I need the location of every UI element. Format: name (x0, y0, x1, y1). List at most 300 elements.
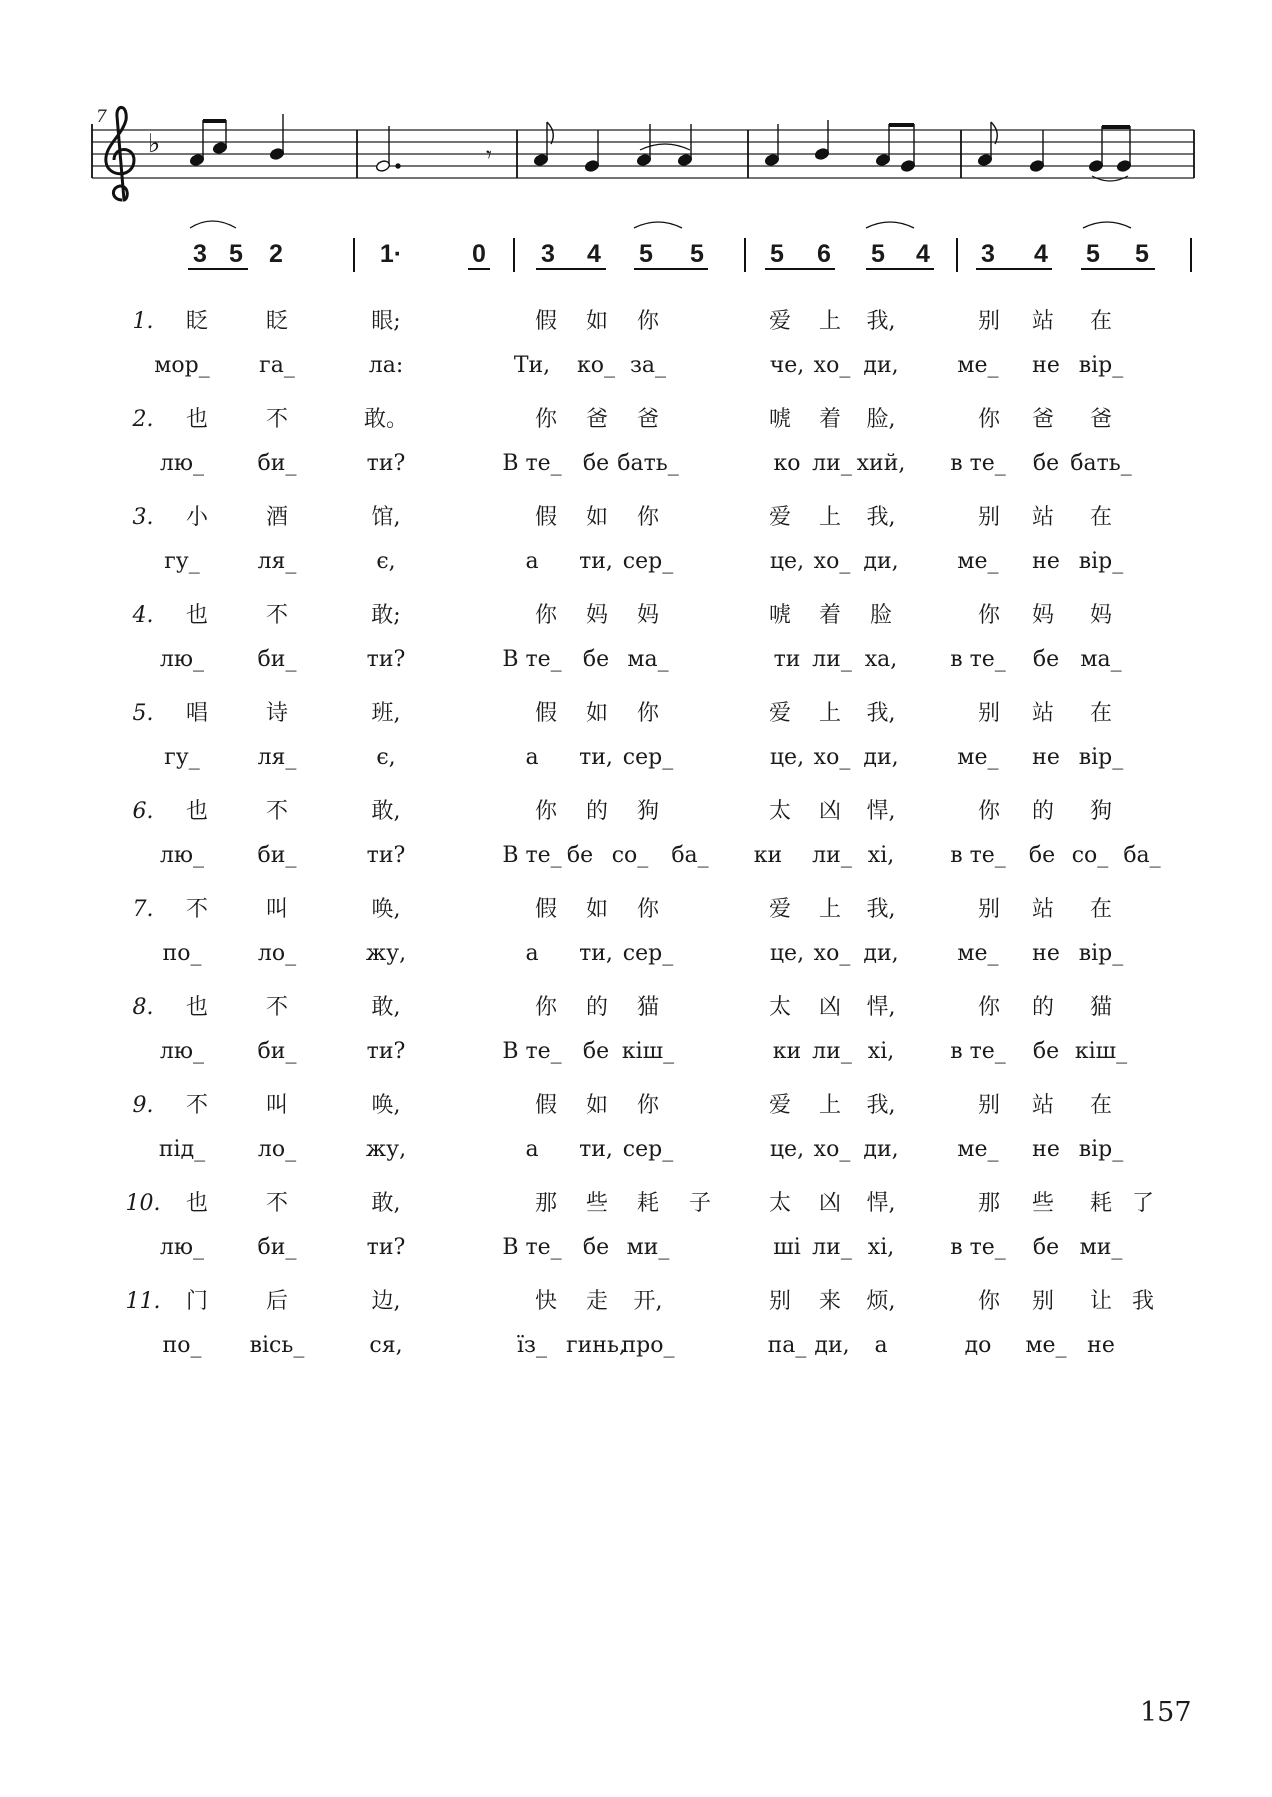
ukrainian-syllable: лю_ (159, 451, 205, 476)
ukrainian-syllable: ля_ (257, 549, 297, 574)
chinese-syllable: 也 (185, 603, 209, 628)
chinese-syllable: 你 (534, 995, 558, 1020)
chinese-syllable: 假 (534, 701, 558, 726)
chinese-syllable: 在 (1089, 897, 1113, 922)
chinese-syllable: 我 (1131, 1289, 1155, 1314)
jianpu-note: 3 (981, 240, 995, 268)
ukrainian-syllable: ли_ (812, 1235, 852, 1260)
chinese-syllable: 唤, (371, 1093, 401, 1118)
chinese-syllable: 不 (265, 603, 289, 628)
ukrainian-syllable: а (525, 549, 539, 574)
chinese-syllable: 别 (977, 897, 1001, 922)
beam-underline (1081, 268, 1155, 270)
jianpu-note: 3 (193, 240, 207, 268)
chinese-syllable: 馆, (371, 505, 401, 530)
ukrainian-syllable: гу_ (164, 549, 200, 574)
ukrainian-syllable: хо_ (813, 549, 851, 574)
ukrainian-syllable: че, (769, 353, 805, 378)
chinese-syllable: 我, (866, 505, 896, 530)
chinese-syllable: 上 (818, 897, 842, 922)
chinese-syllable: 如 (585, 897, 609, 922)
chinese-syllable: 开, (633, 1289, 663, 1314)
chinese-syllable: 不 (265, 799, 289, 824)
chinese-syllable: 如 (585, 505, 609, 530)
ukrainian-syllable: це, (769, 941, 805, 966)
ukrainian-syllable: не (1032, 941, 1060, 966)
ukrainian-syllable: бать_ (617, 451, 679, 476)
chinese-syllable: 不 (265, 995, 289, 1020)
jianpu-note: 0 (472, 240, 486, 268)
barline (353, 238, 355, 272)
ukrainian-syllable: ли_ (812, 843, 852, 868)
chinese-syllable: 如 (585, 309, 609, 334)
chinese-syllable: 爱 (768, 701, 792, 726)
ukrainian-syllable: а (525, 1137, 539, 1162)
chinese-syllable: 你 (636, 505, 660, 530)
ukrainian-syllable: сер_ (622, 1137, 674, 1162)
ukrainian-syllable: В те_ (502, 647, 562, 672)
chinese-syllable: 那 (977, 1191, 1001, 1216)
ukrainian-syllable: вір_ (1078, 941, 1124, 966)
ukrainian-syllable: не (1032, 353, 1060, 378)
ukrainian-syllable: не (1032, 745, 1060, 770)
ukrainian-syllable: гинь, (566, 1333, 626, 1358)
ukrainian-syllable: ти, (579, 549, 613, 574)
beam-underline (536, 268, 606, 270)
ukrainian-syllable: би_ (257, 843, 297, 868)
chinese-syllable: 在 (1089, 701, 1113, 726)
beam-underline (866, 268, 934, 270)
chinese-syllable: 别 (1031, 1289, 1055, 1314)
ukrainian-syllable: ба_ (1123, 843, 1161, 868)
ukrainian-syllable: ти? (366, 451, 406, 476)
ukrainian-syllable: би_ (257, 647, 297, 672)
ukrainian-syllable: за_ (629, 353, 667, 378)
ukrainian-syllable: бе (1032, 1235, 1060, 1260)
chinese-syllable: 站 (1031, 701, 1055, 726)
ukrainian-syllable: ми_ (626, 1235, 670, 1260)
chinese-syllable: 后 (265, 1289, 289, 1314)
chinese-syllable: 狗 (636, 799, 660, 824)
ukrainian-syllable: в те_ (950, 451, 1006, 476)
verse-number: 8. (132, 995, 154, 1020)
chinese-syllable: 子 (688, 1191, 712, 1216)
ukrainian-syllable: хі, (867, 1235, 895, 1260)
verse-number: 3. (132, 505, 154, 530)
chinese-syllable: 凶 (818, 1191, 842, 1216)
chinese-syllable: 敢; (371, 603, 401, 628)
chinese-syllable: 你 (636, 897, 660, 922)
chinese-syllable: 妈 (585, 603, 609, 628)
ukrainian-syllable: ти, (579, 941, 613, 966)
flat-key-signature-icon: ♭ (148, 129, 161, 159)
chinese-syllable: 爸 (585, 407, 609, 432)
chinese-syllable: 眨 (265, 309, 289, 334)
chinese-syllable: 凶 (818, 799, 842, 824)
chinese-syllable: 别 (977, 309, 1001, 334)
chinese-syllable: 敢, (371, 1191, 401, 1216)
ukrainian-syllable: па_ (767, 1333, 807, 1358)
chinese-syllable: 假 (534, 1093, 558, 1118)
ukrainian-syllable: ха, (864, 647, 898, 672)
beam-underline (634, 268, 708, 270)
chinese-syllable: 狗 (1089, 799, 1113, 824)
ukrainian-syllable: сер_ (622, 941, 674, 966)
ukrainian-syllable: ми_ (1079, 1235, 1123, 1260)
ukrainian-syllable: ко (773, 451, 801, 476)
ukrainian-syllable: мор_ (154, 353, 210, 378)
ukrainian-syllable: ти? (366, 647, 406, 672)
ukrainian-syllable: не (1087, 1333, 1115, 1358)
chinese-syllable: 些 (1031, 1191, 1055, 1216)
ukrainian-syllable: лю_ (159, 1039, 205, 1064)
chinese-syllable: 站 (1031, 309, 1055, 334)
verse-number: 9. (132, 1093, 154, 1118)
jianpu-note: 6 (817, 240, 831, 268)
verse-number: 10. (125, 1191, 161, 1216)
beam-underline (468, 268, 490, 270)
chinese-syllable: 的 (1031, 799, 1055, 824)
ukrainian-syllable: ся, (369, 1333, 403, 1358)
ukrainian-syllable: не (1032, 1137, 1060, 1162)
svg-text:𝄾: 𝄾 (486, 143, 492, 168)
ukrainian-syllable: в те_ (950, 1235, 1006, 1260)
chinese-syllable: 在 (1089, 1093, 1113, 1118)
chinese-syllable: 我, (866, 1093, 896, 1118)
ukrainian-syllable: це, (769, 1137, 805, 1162)
ukrainian-syllable: ко_ (577, 353, 615, 378)
chinese-syllable: 凶 (818, 995, 842, 1020)
ukrainian-syllable: ме_ (957, 1137, 999, 1162)
chinese-syllable: 不 (265, 1191, 289, 1216)
chinese-syllable: 站 (1031, 1093, 1055, 1118)
chinese-syllable: 叫 (265, 897, 289, 922)
ukrainian-syllable: ли_ (812, 647, 852, 672)
chinese-syllable: 唤, (371, 897, 401, 922)
chinese-syllable: 假 (534, 309, 558, 334)
ukrainian-syllable: ди, (814, 1333, 850, 1358)
ukrainian-syllable: в те_ (950, 1039, 1006, 1064)
chinese-syllable: 也 (185, 995, 209, 1020)
ukrainian-syllable: бе (582, 1039, 610, 1064)
ukrainian-syllable: хий, (856, 451, 906, 476)
ukrainian-syllable: ти? (366, 843, 406, 868)
jianpu-note: 5 (690, 240, 704, 268)
chinese-syllable: 上 (818, 505, 842, 530)
ukrainian-syllable: ди, (863, 941, 899, 966)
chinese-syllable: 假 (534, 897, 558, 922)
chinese-syllable: 你 (977, 995, 1001, 1020)
ukrainian-syllable: ма_ (627, 647, 669, 672)
ukrainian-syllable: ма_ (1080, 647, 1122, 672)
ukrainian-syllable: а (874, 1333, 888, 1358)
ukrainian-syllable: В те_ (502, 1039, 562, 1064)
ukrainian-syllable: їз_ (516, 1333, 548, 1358)
chinese-syllable: 你 (534, 603, 558, 628)
chinese-syllable: 别 (977, 701, 1001, 726)
ukrainian-syllable: ди, (863, 549, 899, 574)
ukrainian-syllable: ба_ (671, 843, 709, 868)
ukrainian-syllable: по_ (162, 941, 202, 966)
chinese-syllable: 的 (585, 799, 609, 824)
chinese-syllable: 不 (185, 1093, 209, 1118)
ukrainian-syllable: со_ (1071, 843, 1109, 868)
jianpu-note: 4 (587, 240, 601, 268)
ukrainian-syllable: ди, (863, 353, 899, 378)
ukrainian-syllable: В те_ (502, 451, 562, 476)
ukrainian-syllable: бе (1028, 843, 1056, 868)
chinese-syllable: 站 (1031, 897, 1055, 922)
ukrainian-syllable: сер_ (622, 745, 674, 770)
ukrainian-syllable: бе (1032, 451, 1060, 476)
chinese-syllable: 爸 (1031, 407, 1055, 432)
chinese-syllable: 脸 (869, 603, 893, 628)
chinese-syllable: 小 (185, 505, 209, 530)
ukrainian-syllable: вір_ (1078, 1137, 1124, 1162)
verse-number: 2. (132, 407, 154, 432)
chinese-syllable: 唬 (768, 603, 792, 628)
chinese-syllable: 烦, (866, 1289, 896, 1314)
ukrainian-syllable: є, (376, 745, 396, 770)
ukrainian-syllable: ме_ (957, 745, 999, 770)
ukrainian-syllable: лю_ (159, 1235, 205, 1260)
chinese-syllable: 猫 (636, 995, 660, 1020)
chinese-syllable: 唱 (185, 701, 209, 726)
ukrainian-syllable: по_ (162, 1333, 202, 1358)
chinese-syllable: 了 (1131, 1191, 1155, 1216)
jianpu-note: 5 (639, 240, 653, 268)
chinese-syllable: 妈 (636, 603, 660, 628)
chinese-syllable: 敢。 (363, 407, 409, 432)
ukrainian-syllable: хо_ (813, 745, 851, 770)
ukrainian-syllable: со_ (611, 843, 649, 868)
ukrainian-syllable: ла: (368, 353, 404, 378)
chinese-syllable: 边, (371, 1289, 401, 1314)
chinese-syllable: 在 (1089, 309, 1113, 334)
chinese-syllable: 别 (768, 1289, 792, 1314)
chinese-syllable: 叫 (265, 1093, 289, 1118)
chinese-syllable: 诗 (265, 701, 289, 726)
chinese-syllable: 太 (768, 995, 792, 1020)
ukrainian-syllable: хо_ (813, 353, 851, 378)
ukrainian-syllable: а (525, 941, 539, 966)
jianpu-note: 1· (379, 240, 403, 268)
chinese-syllable: 耗 (1089, 1191, 1113, 1216)
ukrainian-syllable: це, (769, 745, 805, 770)
ukrainian-syllable: лю_ (159, 647, 205, 672)
chinese-syllable: 妈 (1089, 603, 1113, 628)
jianpu-note: 5 (770, 240, 784, 268)
chinese-syllable: 门 (185, 1289, 209, 1314)
ukrainian-syllable: гу_ (164, 745, 200, 770)
jianpu-note: 4 (916, 240, 930, 268)
ukrainian-syllable: сер_ (622, 549, 674, 574)
chinese-syllable: 爸 (636, 407, 660, 432)
ukrainian-syllable: га_ (259, 353, 295, 378)
chinese-syllable: 也 (185, 799, 209, 824)
chinese-syllable: 酒 (265, 505, 289, 530)
chinese-syllable: 你 (977, 603, 1001, 628)
ukrainian-syllable: в те_ (950, 843, 1006, 868)
chinese-syllable: 爱 (768, 505, 792, 530)
chinese-syllable: 的 (1031, 995, 1055, 1020)
ukrainian-syllable: ки (753, 843, 783, 868)
verse-number: 5. (132, 701, 154, 726)
chinese-syllable: 爱 (768, 1093, 792, 1118)
chinese-syllable: 假 (534, 505, 558, 530)
ukrainian-syllable: бе (566, 843, 594, 868)
ukrainian-syllable: ти, (579, 745, 613, 770)
ukrainian-syllable: жу, (365, 941, 407, 966)
ukrainian-syllable: вісь_ (249, 1333, 305, 1358)
chinese-syllable: 上 (818, 701, 842, 726)
ukrainian-syllable: би_ (257, 1235, 297, 1260)
chinese-syllable: 你 (977, 1289, 1001, 1314)
chinese-syllable: 着 (818, 603, 842, 628)
chinese-syllable: 些 (585, 1191, 609, 1216)
jianpu-note: 2 (269, 240, 283, 268)
chinese-syllable: 悍, (866, 1191, 896, 1216)
ukrainian-syllable: В те_ (502, 1235, 562, 1260)
ukrainian-syllable: ли_ (812, 451, 852, 476)
ukrainian-syllable: вір_ (1078, 549, 1124, 574)
verse-number: 4. (132, 603, 154, 628)
ukrainian-syllable: бать_ (1070, 451, 1132, 476)
chinese-syllable: 你 (636, 701, 660, 726)
chinese-syllable: 让 (1089, 1289, 1113, 1314)
chinese-syllable: 悍, (866, 799, 896, 824)
chinese-syllable: 猫 (1089, 995, 1113, 1020)
chinese-syllable: 如 (585, 1093, 609, 1118)
chinese-syllable: 也 (185, 407, 209, 432)
page-number: 157 (1140, 1697, 1192, 1728)
chinese-syllable: 爱 (768, 897, 792, 922)
ukrainian-syllable: хі, (867, 1039, 895, 1064)
chinese-syllable: 来 (818, 1289, 842, 1314)
ukrainian-syllable: ти? (366, 1235, 406, 1260)
ukrainian-syllable: до (964, 1333, 992, 1358)
chinese-syllable: 在 (1089, 505, 1113, 530)
barline (513, 238, 515, 272)
ukrainian-syllable: хі, (867, 843, 895, 868)
jianpu-note: 3 (541, 240, 555, 268)
ukrainian-syllable: хо_ (813, 1137, 851, 1162)
ukrainian-syllable: хо_ (813, 941, 851, 966)
chinese-syllable: 别 (977, 1093, 1001, 1118)
chinese-syllable: 不 (185, 897, 209, 922)
ukrainian-syllable: ло_ (257, 1137, 297, 1162)
jianpu-note: 4 (1034, 240, 1048, 268)
ukrainian-syllable: бе (1032, 647, 1060, 672)
ukrainian-syllable: ло_ (257, 941, 297, 966)
chinese-syllable: 也 (185, 1191, 209, 1216)
barline (744, 238, 746, 272)
chinese-syllable: 敢, (371, 799, 401, 824)
ukrainian-syllable: ди, (863, 745, 899, 770)
ukrainian-syllable: кіш_ (621, 1039, 675, 1064)
chinese-syllable: 太 (768, 1191, 792, 1216)
chinese-syllable: 你 (636, 1093, 660, 1118)
verse-number: 11. (125, 1289, 161, 1314)
ukrainian-syllable: а (525, 745, 539, 770)
ukrainian-syllable: ди, (863, 1137, 899, 1162)
chinese-syllable: 眨 (185, 309, 209, 334)
ukrainian-syllable: є, (376, 549, 396, 574)
ukrainian-syllable: це, (769, 549, 805, 574)
chinese-syllable: 敢, (371, 995, 401, 1020)
verse-number: 6. (132, 799, 154, 824)
ukrainian-syllable: бе (582, 1235, 610, 1260)
jianpu-note: 5 (871, 240, 885, 268)
ukrainian-syllable: в те_ (950, 647, 1006, 672)
chinese-syllable: 你 (977, 407, 1001, 432)
chinese-syllable: 上 (818, 309, 842, 334)
beam-underline (188, 268, 248, 270)
ukrainian-syllable: би_ (257, 451, 297, 476)
ukrainian-syllable: би_ (257, 1039, 297, 1064)
chinese-syllable: 你 (534, 799, 558, 824)
chinese-syllable: 别 (977, 505, 1001, 530)
ukrainian-syllable: вір_ (1078, 353, 1124, 378)
chinese-syllable: 我, (866, 701, 896, 726)
chinese-syllable: 眼; (371, 309, 401, 334)
ukrainian-syllable: ли_ (812, 1039, 852, 1064)
chinese-syllable: 你 (977, 799, 1001, 824)
chinese-syllable: 你 (534, 407, 558, 432)
beam-underline (976, 268, 1052, 270)
chinese-syllable: 我, (866, 309, 896, 334)
ukrainian-syllable: не (1032, 549, 1060, 574)
chinese-syllable: 班, (371, 701, 401, 726)
chinese-syllable: 如 (585, 701, 609, 726)
ukrainian-syllable: ля_ (257, 745, 297, 770)
ukrainian-syllable: ти (773, 647, 801, 672)
ukrainian-syllable: жу, (365, 1137, 407, 1162)
chinese-syllable: 爱 (768, 309, 792, 334)
ukrainian-syllable: ме_ (957, 549, 999, 574)
ukrainian-syllable: бе (1032, 1039, 1060, 1064)
ukrainian-syllable: ме_ (957, 941, 999, 966)
ukrainian-syllable: кіш_ (1074, 1039, 1128, 1064)
chinese-syllable: 我, (866, 897, 896, 922)
ukrainian-syllable: В те_ (502, 843, 562, 868)
chinese-syllable: 耗 (636, 1191, 660, 1216)
barline (1190, 238, 1192, 272)
measure-number: 7 (96, 107, 107, 127)
chinese-syllable: 妈 (1031, 603, 1055, 628)
ukrainian-syllable: ки (772, 1039, 802, 1064)
chinese-syllable: 太 (768, 799, 792, 824)
ukrainian-syllable: бе (582, 451, 610, 476)
jianpu-note: 5 (1086, 240, 1100, 268)
ukrainian-syllable: лю_ (159, 843, 205, 868)
ukrainian-syllable: під_ (158, 1137, 206, 1162)
ukrainian-syllable: Ти, (513, 353, 551, 378)
ukrainian-syllable: ме_ (957, 353, 999, 378)
jianpu-note: 5 (1135, 240, 1149, 268)
ukrainian-syllable: про_ (621, 1333, 675, 1358)
ukrainian-syllable: ші (773, 1235, 801, 1260)
chinese-syllable: 上 (818, 1093, 842, 1118)
verse-number: 1. (132, 309, 154, 334)
ukrainian-syllable: ти, (579, 1137, 613, 1162)
ukrainian-syllable: ти? (366, 1039, 406, 1064)
beam-underline (765, 268, 835, 270)
chinese-syllable: 你 (636, 309, 660, 334)
chinese-syllable: 的 (585, 995, 609, 1020)
chinese-syllable: 着 (818, 407, 842, 432)
chinese-syllable: 悍, (866, 995, 896, 1020)
